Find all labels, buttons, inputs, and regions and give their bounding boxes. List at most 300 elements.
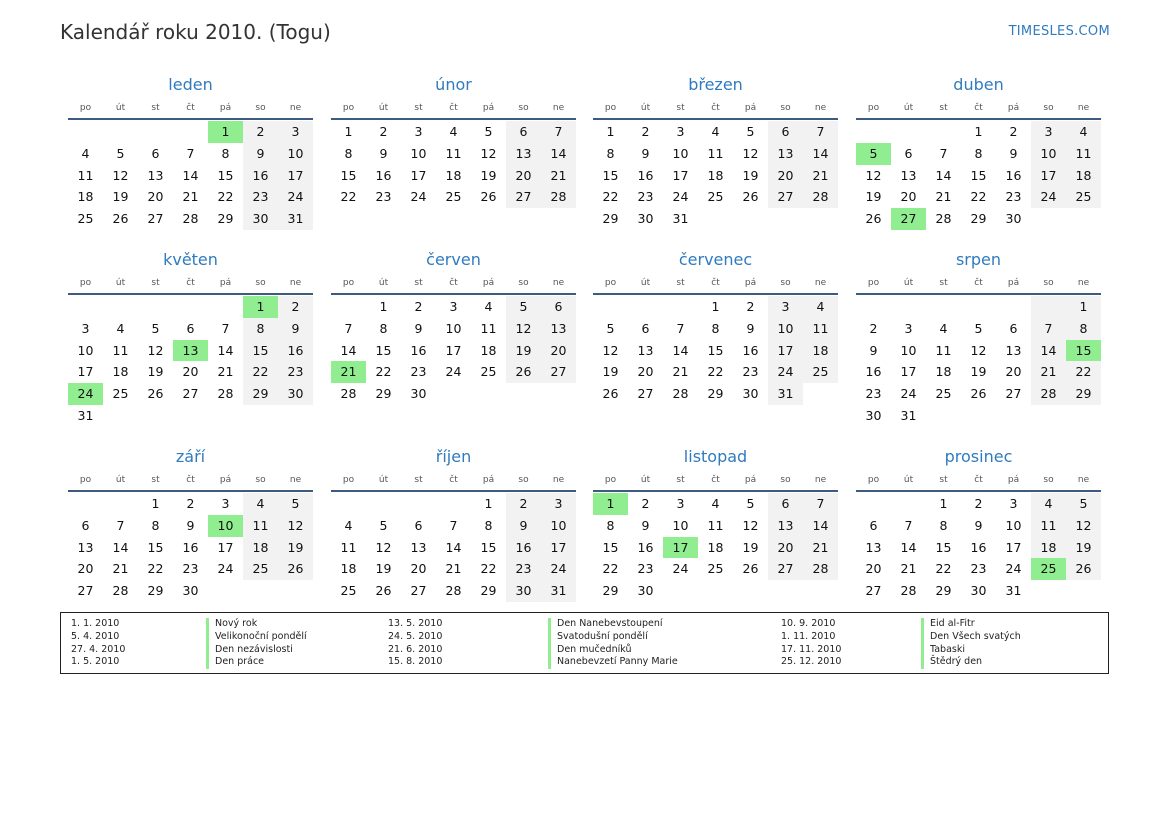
empty-cell <box>243 405 278 427</box>
day-grid <box>856 492 1101 602</box>
day-cell: 11 <box>340 539 357 555</box>
day-cell: 20 <box>147 189 164 205</box>
empty-cell <box>856 121 891 143</box>
day-cell: 11 <box>935 342 952 358</box>
day-cell: 19 <box>602 364 619 380</box>
day-cell: 14 <box>340 342 357 358</box>
weekday-label: út <box>378 103 389 113</box>
weekday-label: pá <box>744 103 757 113</box>
day-cell: 1 <box>484 496 493 511</box>
day-cell: 12 <box>278 515 313 537</box>
holiday-name: Tabaski <box>930 643 965 655</box>
day-cell: 1 <box>711 299 720 314</box>
weekday-header <box>593 98 838 118</box>
day-cell: 10 <box>768 318 803 340</box>
holiday-day: 10 <box>208 515 243 537</box>
day-cell: 10 <box>77 342 94 358</box>
day-cell: 29 <box>970 211 987 227</box>
weekday-label: po <box>342 278 355 288</box>
empty-cell <box>733 580 768 602</box>
holiday-date: 5. 4. 2010 <box>71 630 120 642</box>
day-cell: 28 <box>1031 383 1066 405</box>
empty-cell <box>926 121 961 143</box>
day-cell: 6 <box>81 517 90 533</box>
weekday-label: ne <box>552 475 565 485</box>
day-cell: 19 <box>1066 537 1101 559</box>
day-cell: 17 <box>768 340 803 362</box>
site-link[interactable]: TIMESLES.COM <box>1008 24 1110 39</box>
day-cell: 5 <box>1066 493 1101 515</box>
day-cell: 11 <box>480 320 497 336</box>
weekday-label: út <box>640 475 651 485</box>
day-cell: 30 <box>278 383 313 405</box>
day-cell: 4 <box>449 124 458 139</box>
empty-cell <box>663 580 698 602</box>
month-říjen <box>331 446 576 602</box>
empty-cell <box>506 383 541 405</box>
day-cell: 22 <box>707 364 724 380</box>
day-cell: 30 <box>637 211 654 227</box>
day-cell: 2 <box>974 496 983 511</box>
day-cell: 3 <box>449 299 458 314</box>
day-cell: 21 <box>803 165 838 187</box>
empty-cell <box>68 121 103 143</box>
holiday-day: 1 <box>593 493 628 515</box>
day-cell: 6 <box>768 493 803 515</box>
day-cell: 28 <box>217 386 234 402</box>
day-cell: 8 <box>1066 318 1101 340</box>
weekday-label: po <box>342 103 355 113</box>
day-cell: 1 <box>344 124 353 139</box>
day-cell: 23 <box>1005 189 1022 205</box>
day-cell: 23 <box>243 186 278 208</box>
day-cell: 30 <box>506 580 541 602</box>
day-cell: 21 <box>672 364 689 380</box>
month-name: červenec <box>678 250 753 269</box>
weekday-header <box>856 273 1101 293</box>
holiday-date: 1. 1. 2010 <box>71 618 120 629</box>
day-cell: 29 <box>1066 383 1101 405</box>
weekday-header <box>593 470 838 490</box>
day-cell: 12 <box>742 517 759 533</box>
holiday-day: 27 <box>891 208 926 230</box>
day-cell: 10 <box>278 143 313 165</box>
weekday-label: so <box>518 103 529 113</box>
holiday-date: 24. 5. 2010 <box>388 630 443 642</box>
day-cell: 12 <box>865 167 882 183</box>
day-cell: 2 <box>869 320 878 336</box>
day-cell: 31 <box>900 407 917 423</box>
weekday-header <box>331 273 576 293</box>
day-cell: 31 <box>541 580 576 602</box>
day-grid <box>856 295 1101 427</box>
day-cell: 7 <box>904 517 913 533</box>
day-cell: 29 <box>935 583 952 599</box>
day-cell: 9 <box>641 517 650 533</box>
holiday-date: 10. 9. 2010 <box>781 618 836 629</box>
day-cell: 6 <box>414 517 423 533</box>
day-cell: 25 <box>707 561 724 577</box>
day-cell: 15 <box>602 539 619 555</box>
day-cell: 29 <box>480 583 497 599</box>
holiday-day: 5 <box>856 143 891 165</box>
day-cell: 3 <box>676 124 685 139</box>
day-cell: 5 <box>278 493 313 515</box>
day-cell: 30 <box>637 583 654 599</box>
day-cell: 11 <box>77 167 94 183</box>
day-cell: 13 <box>506 143 541 165</box>
day-cell: 19 <box>147 364 164 380</box>
day-cell: 16 <box>410 342 427 358</box>
day-cell: 6 <box>869 517 878 533</box>
day-cell: 13 <box>147 167 164 183</box>
month-name: srpen <box>955 250 1002 269</box>
day-cell: 20 <box>637 364 654 380</box>
empty-cell <box>68 296 103 318</box>
day-grid <box>593 120 838 230</box>
weekday-header <box>331 470 576 490</box>
day-cell: 12 <box>112 167 129 183</box>
empty-cell <box>698 580 733 602</box>
day-cell: 20 <box>768 165 803 187</box>
month-name: září <box>175 447 206 466</box>
day-cell: 26 <box>970 386 987 402</box>
day-cell: 3 <box>1031 121 1066 143</box>
day-cell: 8 <box>344 145 353 161</box>
day-cell: 3 <box>1009 496 1018 511</box>
weekday-label: po <box>79 103 92 113</box>
day-cell: 16 <box>1005 167 1022 183</box>
holiday-day: 1 <box>243 296 278 318</box>
weekday-header <box>68 98 313 118</box>
holiday-date: 13. 5. 2010 <box>388 618 443 629</box>
day-cell: 24 <box>410 189 427 205</box>
day-cell: 4 <box>243 493 278 515</box>
day-cell: 12 <box>506 318 541 340</box>
weekday-label: st <box>939 278 948 288</box>
day-cell: 28 <box>935 211 952 227</box>
day-cell: 6 <box>186 320 195 336</box>
day-cell: 11 <box>1031 515 1066 537</box>
day-cell: 28 <box>112 583 129 599</box>
weekday-label: út <box>640 103 651 113</box>
day-cell: 22 <box>1066 361 1101 383</box>
day-cell: 27 <box>637 386 654 402</box>
empty-cell <box>926 405 961 427</box>
weekday-label: čt <box>186 103 195 113</box>
day-cell: 2 <box>379 124 388 139</box>
day-cell: 1 <box>379 299 388 314</box>
day-cell: 14 <box>217 342 234 358</box>
weekday-label: so <box>1043 278 1054 288</box>
day-cell: 12 <box>480 145 497 161</box>
weekday-label: pá <box>1007 103 1020 113</box>
day-cell: 14 <box>541 143 576 165</box>
weekday-label: po <box>79 278 92 288</box>
day-cell: 18 <box>935 364 952 380</box>
empty-cell <box>891 296 926 318</box>
weekday-label: út <box>115 475 126 485</box>
day-cell: 8 <box>484 517 493 533</box>
day-cell: 5 <box>506 296 541 318</box>
weekday-label: so <box>255 103 266 113</box>
day-cell: 8 <box>974 145 983 161</box>
day-cell: 11 <box>803 318 838 340</box>
day-cell: 7 <box>939 145 948 161</box>
day-cell: 7 <box>116 517 125 533</box>
day-cell: 18 <box>707 167 724 183</box>
holiday-day: 13 <box>173 340 208 362</box>
holiday-day: 24 <box>68 383 103 405</box>
day-cell: 22 <box>375 364 392 380</box>
day-cell: 11 <box>707 517 724 533</box>
day-cell: 16 <box>637 539 654 555</box>
holiday-day: 17 <box>663 537 698 559</box>
empty-cell <box>138 405 173 427</box>
day-cell: 25 <box>445 189 462 205</box>
day-cell: 21 <box>935 189 952 205</box>
weekday-label: po <box>867 278 880 288</box>
day-cell: 22 <box>243 361 278 383</box>
weekday-label: út <box>640 278 651 288</box>
weekday-label: út <box>378 475 389 485</box>
day-cell: 30 <box>742 386 759 402</box>
weekday-label: st <box>676 278 685 288</box>
day-cell: 8 <box>221 145 230 161</box>
day-cell: 20 <box>506 165 541 187</box>
day-cell: 25 <box>935 386 952 402</box>
empty-cell <box>803 208 838 230</box>
day-cell: 11 <box>707 145 724 161</box>
day-cell: 6 <box>541 296 576 318</box>
day-cell: 11 <box>445 145 462 161</box>
day-cell: 29 <box>602 583 619 599</box>
day-cell: 26 <box>112 211 129 227</box>
day-cell: 7 <box>676 320 685 336</box>
day-cell: 5 <box>974 320 983 336</box>
weekday-label: čt <box>449 278 458 288</box>
day-cell: 16 <box>375 167 392 183</box>
day-cell: 13 <box>77 539 94 555</box>
empty-cell <box>436 493 471 515</box>
weekday-label: pá <box>744 475 757 485</box>
holiday-legend <box>60 612 1109 674</box>
empty-cell <box>996 296 1031 318</box>
day-cell: 10 <box>672 517 689 533</box>
empty-cell <box>278 580 313 602</box>
weekday-label: čt <box>186 278 195 288</box>
weekday-label: st <box>939 103 948 113</box>
day-cell: 6 <box>641 320 650 336</box>
day-cell: 31 <box>77 407 94 423</box>
empty-cell <box>698 208 733 230</box>
day-cell: 4 <box>81 145 90 161</box>
day-cell: 3 <box>904 320 913 336</box>
day-cell: 7 <box>186 145 195 161</box>
month-name: únor <box>435 75 472 94</box>
empty-cell <box>996 405 1031 427</box>
day-cell: 2 <box>746 299 755 314</box>
day-cell: 19 <box>865 189 882 205</box>
legend-names <box>206 618 307 669</box>
day-cell: 14 <box>672 342 689 358</box>
day-cell: 14 <box>1031 340 1066 362</box>
day-cell: 22 <box>340 189 357 205</box>
weekday-label: po <box>867 103 880 113</box>
legend-dates <box>781 618 841 669</box>
day-cell: 13 <box>637 342 654 358</box>
month-leden <box>68 74 313 230</box>
holiday-date: 17. 11. 2010 <box>781 643 842 655</box>
weekday-label: ne <box>814 278 827 288</box>
weekday-label: pá <box>482 103 495 113</box>
day-cell: 24 <box>1031 186 1066 208</box>
day-cell: 15 <box>707 342 724 358</box>
weekday-label: so <box>1043 103 1054 113</box>
day-cell: 7 <box>1031 318 1066 340</box>
weekday-label: ne <box>552 103 565 113</box>
day-cell: 27 <box>77 583 94 599</box>
empty-cell <box>103 121 138 143</box>
empty-cell <box>1066 580 1101 602</box>
day-cell: 3 <box>768 296 803 318</box>
day-cell: 19 <box>278 537 313 559</box>
holiday-name: Štědrý den <box>930 656 983 668</box>
day-cell: 29 <box>243 383 278 405</box>
weekday-label: ne <box>1077 475 1090 485</box>
day-cell: 21 <box>112 561 129 577</box>
day-cell: 23 <box>865 386 882 402</box>
day-cell: 18 <box>112 364 129 380</box>
day-cell: 23 <box>742 364 759 380</box>
day-cell: 3 <box>278 121 313 143</box>
weekday-label: ne <box>289 278 302 288</box>
weekday-header <box>856 98 1101 118</box>
day-cell: 18 <box>707 539 724 555</box>
day-cell: 28 <box>340 386 357 402</box>
day-cell: 16 <box>243 165 278 187</box>
day-cell: 19 <box>970 364 987 380</box>
day-cell: 14 <box>445 539 462 555</box>
weekday-label: čt <box>449 475 458 485</box>
day-cell: 13 <box>900 167 917 183</box>
empty-cell <box>1031 405 1066 427</box>
empty-cell <box>331 493 366 515</box>
day-cell: 8 <box>606 517 615 533</box>
day-cell: 15 <box>480 539 497 555</box>
day-cell: 11 <box>1066 143 1101 165</box>
day-cell: 18 <box>480 342 497 358</box>
day-cell: 25 <box>340 583 357 599</box>
weekday-label: čt <box>974 278 983 288</box>
day-cell: 12 <box>742 145 759 161</box>
weekday-label: út <box>378 278 389 288</box>
day-cell: 23 <box>970 561 987 577</box>
empty-cell <box>138 121 173 143</box>
weekday-header <box>856 470 1101 490</box>
day-cell: 31 <box>1005 583 1022 599</box>
day-cell: 14 <box>112 539 129 555</box>
holiday-date: 15. 8. 2010 <box>388 656 443 668</box>
day-cell: 4 <box>711 124 720 139</box>
weekday-label: st <box>151 278 160 288</box>
weekday-label: st <box>939 475 948 485</box>
day-cell: 13 <box>865 539 882 555</box>
weekday-label: po <box>604 103 617 113</box>
day-cell: 21 <box>182 189 199 205</box>
day-cell: 18 <box>243 537 278 559</box>
day-cell: 22 <box>935 561 952 577</box>
page-title: Kalendář roku 2010. (Togu) <box>60 20 331 44</box>
weekday-label: ne <box>1077 278 1090 288</box>
day-cell: 2 <box>506 493 541 515</box>
day-cell: 15 <box>970 167 987 183</box>
day-cell: 28 <box>182 211 199 227</box>
day-cell: 2 <box>243 121 278 143</box>
weekday-label: so <box>255 278 266 288</box>
day-cell: 19 <box>112 189 129 205</box>
day-cell: 22 <box>970 189 987 205</box>
day-cell: 1 <box>939 496 948 511</box>
month-březen <box>593 74 838 230</box>
empty-cell <box>278 405 313 427</box>
day-cell: 29 <box>707 386 724 402</box>
holiday-day: 15 <box>1066 340 1101 362</box>
day-cell: 3 <box>541 493 576 515</box>
empty-cell <box>541 383 576 405</box>
day-cell: 7 <box>541 121 576 143</box>
day-cell: 26 <box>375 583 392 599</box>
day-cell: 6 <box>904 145 913 161</box>
day-cell: 5 <box>484 124 493 139</box>
weekday-label: st <box>414 475 423 485</box>
day-cell: 6 <box>506 121 541 143</box>
empty-cell <box>891 121 926 143</box>
day-cell: 20 <box>865 561 882 577</box>
weekday-label: so <box>780 278 791 288</box>
day-cell: 25 <box>1066 186 1101 208</box>
empty-cell <box>961 296 996 318</box>
empty-cell <box>663 296 698 318</box>
empty-cell <box>331 296 366 318</box>
day-cell: 24 <box>541 558 576 580</box>
day-cell: 17 <box>77 364 94 380</box>
day-cell: 3 <box>414 124 423 139</box>
day-cell: 20 <box>77 561 94 577</box>
day-cell: 31 <box>768 383 803 405</box>
month-únor <box>331 74 576 208</box>
day-cell: 12 <box>375 539 392 555</box>
month-červenec <box>593 249 838 405</box>
day-cell: 14 <box>803 515 838 537</box>
day-cell: 17 <box>900 364 917 380</box>
holiday-name: Den mučedníků <box>557 643 632 655</box>
day-cell: 20 <box>410 561 427 577</box>
legend-dates <box>71 618 125 669</box>
weekday-label: pá <box>219 103 232 113</box>
day-cell: 3 <box>81 320 90 336</box>
month-name: květen <box>163 250 218 269</box>
day-cell: 24 <box>768 361 803 383</box>
month-name: duben <box>953 75 1004 94</box>
day-cell: 7 <box>803 121 838 143</box>
weekday-header <box>68 273 313 293</box>
day-cell: 28 <box>803 558 838 580</box>
day-cell: 10 <box>900 342 917 358</box>
weekday-label: so <box>780 103 791 113</box>
weekday-label: pá <box>1007 475 1020 485</box>
day-cell: 23 <box>375 189 392 205</box>
